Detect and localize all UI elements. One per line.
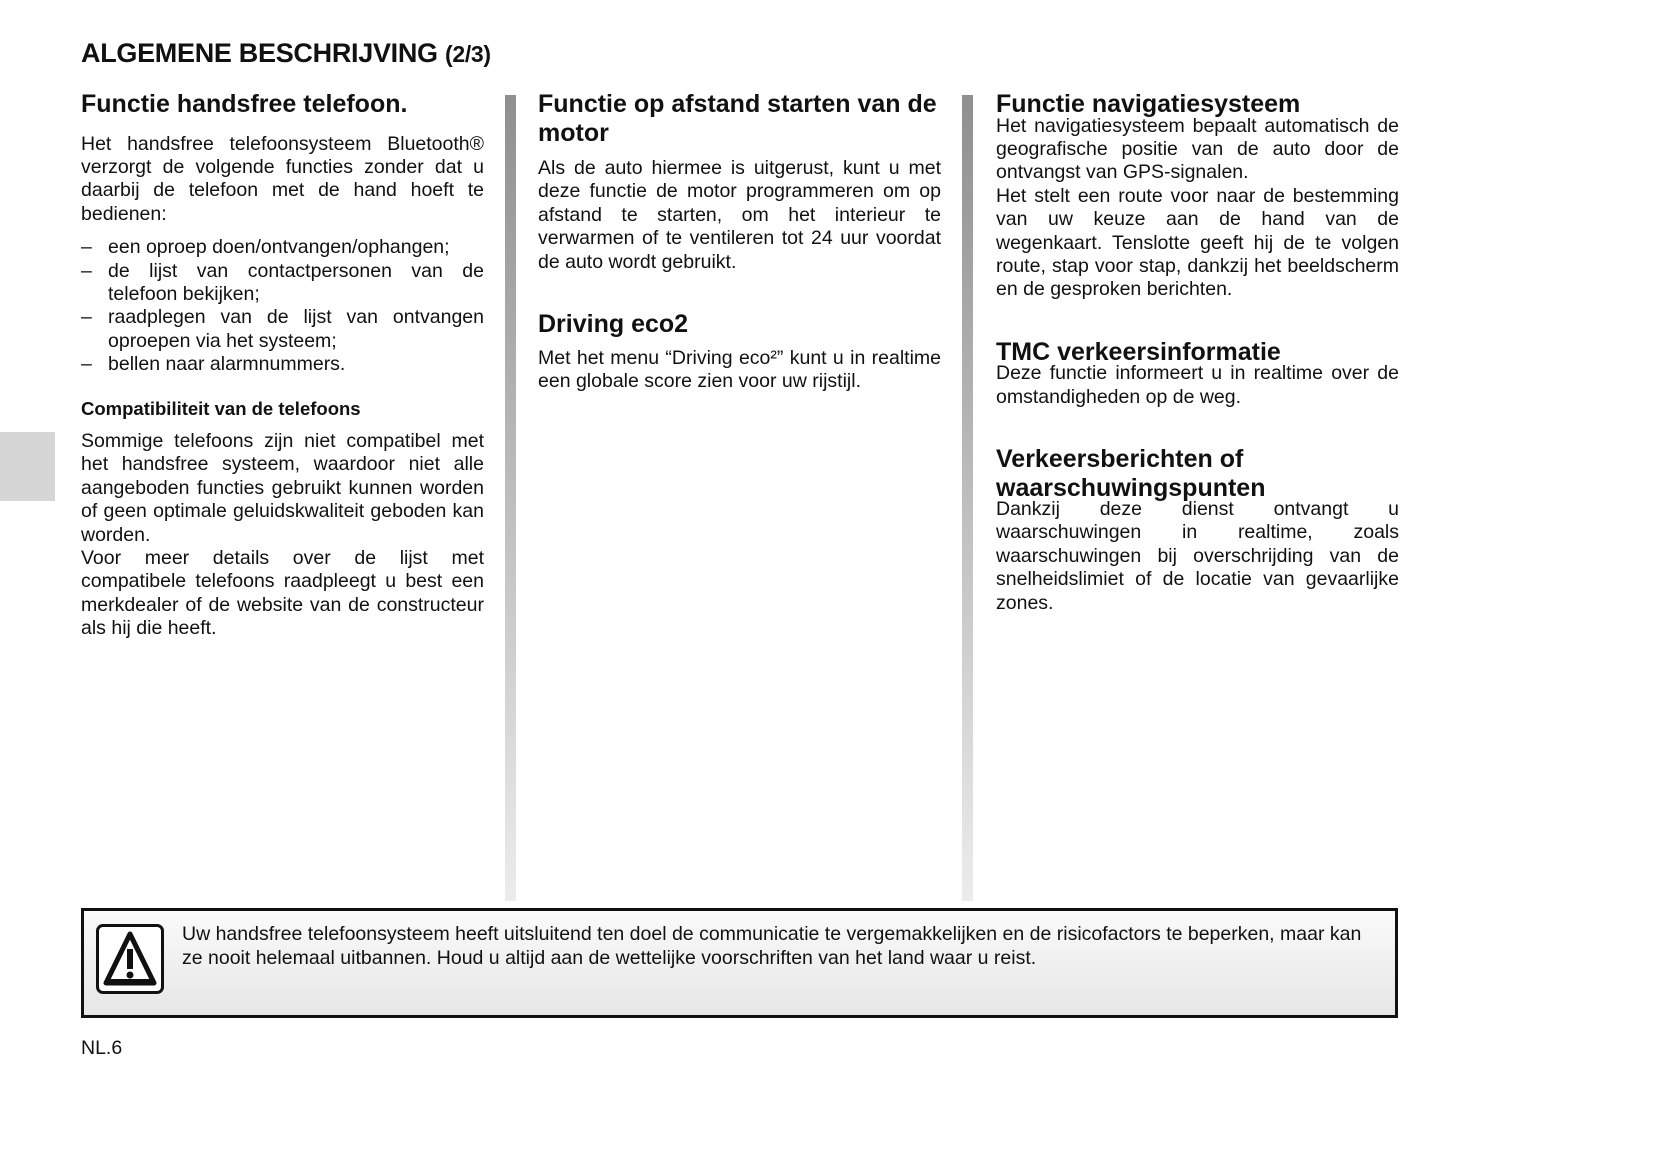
navigation-text-2: Het stelt een route voor naar de bestemming van uw keuze aan de hand van de wegenkaart. Tenslotte geeft hij de te volgen route, stap voor stap, dankzij het beeldscherm en de gesproken berichten.	[996, 184, 1399, 301]
compat-text-2: Voor meer details over de lijst met compatibele telefoons raadpleegt u best een merkdealer of de website van de constructeur als hij die heeft.	[81, 547, 484, 640]
column-handsfree	[81, 90, 484, 641]
column-divider	[505, 95, 516, 901]
warning-text: Uw handsfree telefoonsysteem heeft uitsluitend ten doel de communicatie te vergemakkelijken en de risicofactors te beperken, maar kan ze nooit helemaal uitbannen. Houd u altijd aan de wettelijke voorschriften van het land waar u reist.	[182, 923, 1362, 969]
section-tab-marker	[0, 432, 55, 501]
title-text: ALGEMENE BESCHRIJVING	[81, 38, 438, 68]
function-list	[81, 236, 484, 376]
remote-start-text: Als de auto hiermee is uitgerust, kunt u met deze functie de motor programmeren om op afstand te starten, om het interieur te verwarmen of te ventileren tot 24 uur voordat de auto wordt gebruikt.	[538, 157, 941, 273]
navigation-text-1: Het navigatiesysteem bepaalt automatisch de geografische positie van de auto door de ontvangst van GPS-signalen.	[996, 114, 1399, 184]
compat-text-1: Sommige telefoons zijn niet compatibel met het handsfree systeem, waardoor niet alle aangeboden functies gebruikt kunnen worden of geen optimale geluidskwaliteit geboden kan worden.	[81, 429, 484, 546]
column-divider	[962, 95, 973, 901]
list-item: – bellen naar alarmnummers.	[81, 353, 484, 376]
tmc-text: Deze functie informeert u in realtime over de omstandigheden op de weg.	[996, 362, 1399, 408]
heading-traffic-warnings: Verkeersberichten of waarschuwingspunten	[996, 445, 1266, 502]
driving-eco-text: Met het menu “Driving eco²” kunt u in realtime een globale score zien voor uw rijstijl.	[538, 346, 941, 392]
page-number: NL.6	[81, 1037, 123, 1059]
heading-tmc: TMC verkeersinformatie	[996, 337, 1281, 366]
subheading-compatibility: Compatibiliteit van de telefoons	[81, 397, 361, 419]
list-item: – de lijst van contactpersonen van de telefoon bekijken;	[81, 260, 484, 307]
list-item: – een oproep doen/ontvangen/ophangen;	[81, 236, 484, 259]
traffic-warnings-text: Dankzij deze dienst ontvangt u waarschuwingen in realtime, zoals waarschuwingen bij overschrijding van de snelheidslimiet of de locatie van gevaarlijke zones.	[996, 498, 1399, 614]
title-suffix: (2/3)	[444, 41, 491, 67]
heading-remote-start: Functie op afstand starten van de motor	[538, 90, 937, 147]
column-remote-start	[538, 90, 941, 393]
heading-navigation: Functie navigatiesysteem	[996, 90, 1301, 118]
heading-handsfree: Functie handsfree telefoon.	[81, 90, 408, 118]
heading-driving-eco: Driving eco2	[538, 310, 689, 339]
intro-text: Het handsfree telefoonsysteem Bluetooth® verzorgt de volgende functies zonder dat u daarbij de telefoon met de hand hoeft te bedienen:	[81, 132, 484, 225]
page-title	[81, 38, 491, 69]
warning-box	[81, 908, 1398, 1018]
column-navigation	[996, 90, 1399, 615]
warning-triangle-icon	[96, 924, 164, 994]
list-item: – raadplegen van de lijst van ontvangen oproepen via het systeem;	[81, 306, 484, 353]
